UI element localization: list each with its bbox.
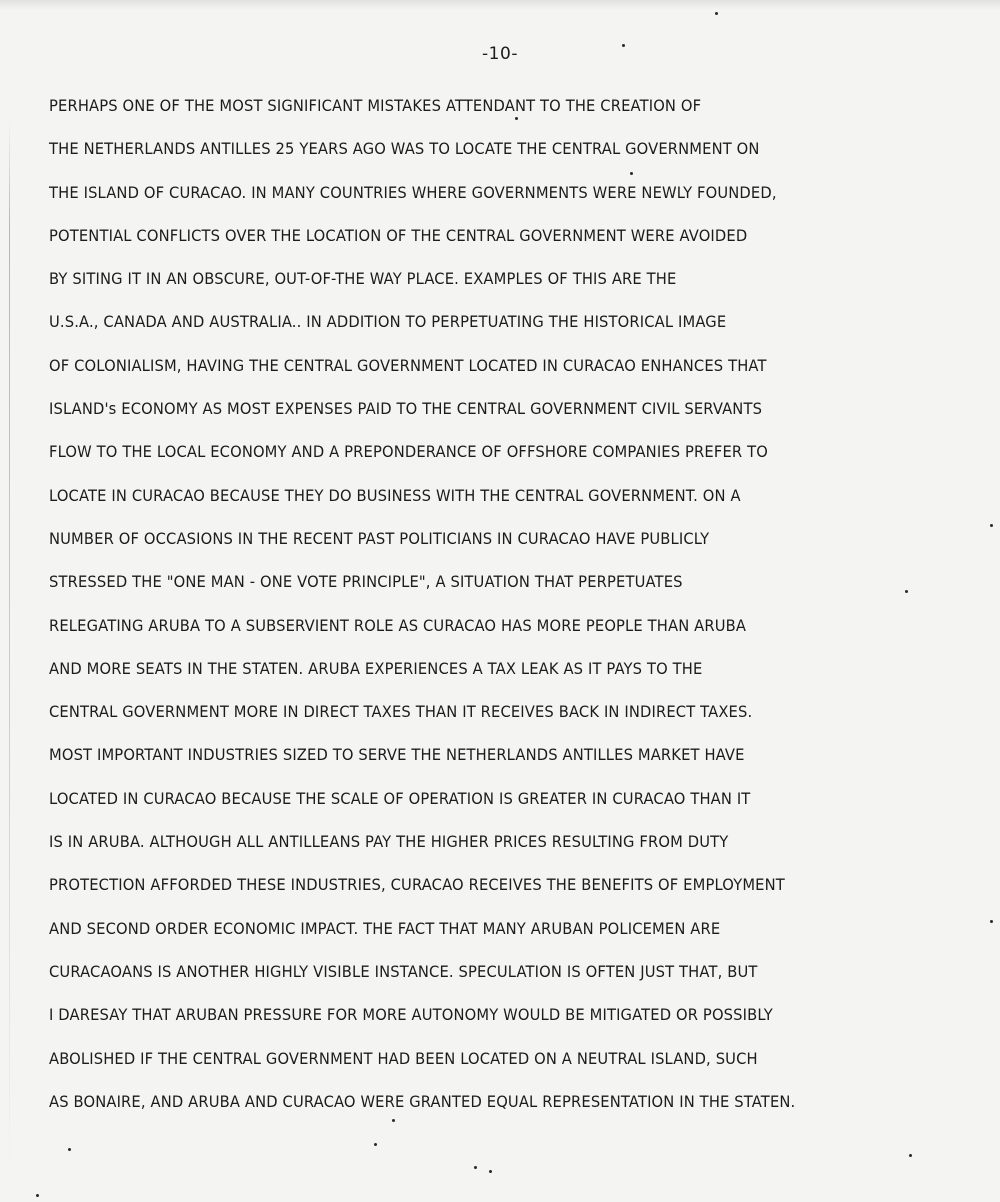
text-line: AND MORE SEATS IN THE STATEN. ARUBA EXPERIENCES A TAX LEAK AS IT PAYS TO THE <box>49 658 703 678</box>
text-line: BY SITING IT IN AN OBSCURE, OUT-OF-THE WAY PLACE. EXAMPLES OF THIS ARE THE <box>49 269 677 289</box>
text-line: THE NETHERLANDS ANTILLES 25 YEARS AGO WAS TO LOCATE THE CENTRAL GOVERNMENT ON <box>49 139 760 159</box>
scan-speck <box>990 920 993 923</box>
scan-speck <box>374 1143 377 1146</box>
text-line: MOST IMPORTANT INDUSTRIES SIZED TO SERVE THE NETHERLANDS ANTILLES MARKET HAVE <box>49 745 745 765</box>
text-line: CENTRAL GOVERNMENT MORE IN DIRECT TAXES THAN IT RECEIVES BACK IN INDIRECT TAXES. <box>49 702 753 722</box>
scan-speck <box>622 44 625 47</box>
scan-edge-shadow <box>0 0 1000 10</box>
text-line: U.S.A., CANADA AND AUSTRALIA.. IN ADDITION TO PERPETUATING THE HISTORICAL IMAGE <box>49 312 727 332</box>
scan-speck <box>474 1166 477 1169</box>
text-line: LOCATE IN CURACAO BECAUSE THEY DO BUSINESS WITH THE CENTRAL GOVERNMENT. ON A <box>49 485 741 505</box>
text-line: RELEGATING ARUBA TO A SUBSERVIENT ROLE AS CURACAO HAS MORE PEOPLE THAN ARUBA <box>49 615 747 635</box>
text-line: NUMBER OF OCCASIONS IN THE RECENT PAST POLITICIANS IN CURACAO HAVE PUBLICLY <box>49 528 710 548</box>
scan-speck <box>36 1194 39 1197</box>
scan-speck <box>990 524 993 527</box>
text-line: OF COLONIALISM, HAVING THE CENTRAL GOVERNMENT LOCATED IN CURACAO ENHANCES THAT <box>49 355 767 375</box>
text-line: PERHAPS ONE OF THE MOST SIGNIFICANT MISTAKES ATTENDANT TO THE CREATION OF <box>49 96 702 115</box>
text-line: ISLAND's ECONOMY AS MOST EXPENSES PAID TO THE CENTRAL GOVERNMENT CIVIL SERVANTS <box>49 399 763 419</box>
text-line: IS IN ARUBA. ALTHOUGH ALL ANTILLEANS PAY THE HIGHER PRICES RESULTING FROM DUTY <box>49 832 729 852</box>
text-line: STRESSED THE "ONE MAN - ONE VOTE PRINCIPLE", A SITUATION THAT PERPETUATES <box>49 572 683 592</box>
text-line: CURACAOANS IS ANOTHER HIGHLY VISIBLE INSTANCE. SPECULATION IS OFTEN JUST THAT, BUT <box>49 961 758 981</box>
scan-speck <box>515 117 518 120</box>
text-line: AS BONAIRE, AND ARUBA AND CURACAO WERE GRANTED EQUAL REPRESENTATION IN THE STATEN. <box>49 1091 796 1111</box>
scan-speck <box>489 1170 492 1173</box>
scan-speck <box>909 1154 912 1157</box>
text-line: I DARESAY THAT ARUBAN PRESSURE FOR MORE AUTONOMY WOULD BE MITIGATED OR POSSIBLY <box>49 1005 773 1025</box>
scan-speck <box>905 590 908 593</box>
text-line: ABOLISHED IF THE CENTRAL GOVERNMENT HAD BEEN LOCATED ON A NEUTRAL ISLAND, SUCH <box>49 1048 758 1068</box>
scan-left-edge <box>9 120 10 1180</box>
text-line: POTENTIAL CONFLICTS OVER THE LOCATION OF THE CENTRAL GOVERNMENT WERE AVOIDED <box>49 225 748 245</box>
text-line: LOCATED IN CURACAO BECAUSE THE SCALE OF OPERATION IS GREATER IN CURACAO THAN IT <box>49 788 751 808</box>
text-line: THE ISLAND OF CURACAO. IN MANY COUNTRIES WHERE GOVERNMENTS WERE NEWLY FOUNDED, <box>49 182 777 202</box>
text-line: PROTECTION AFFORDED THESE INDUSTRIES, CURACAO RECEIVES THE BENEFITS OF EMPLOYMENT <box>49 875 785 895</box>
page-number: -10- <box>482 44 518 64</box>
text-line: AND SECOND ORDER ECONOMIC IMPACT. THE FACT THAT MANY ARUBAN POLICEMEN ARE <box>49 918 721 938</box>
scan-speck <box>715 12 718 15</box>
scan-speck <box>630 172 633 175</box>
scan-speck <box>392 1119 395 1122</box>
text-line: FLOW TO THE LOCAL ECONOMY AND A PREPONDERANCE OF OFFSHORE COMPANIES PREFER TO <box>49 442 768 462</box>
body-paragraph <box>49 84 989 1123</box>
scan-speck <box>68 1148 71 1151</box>
